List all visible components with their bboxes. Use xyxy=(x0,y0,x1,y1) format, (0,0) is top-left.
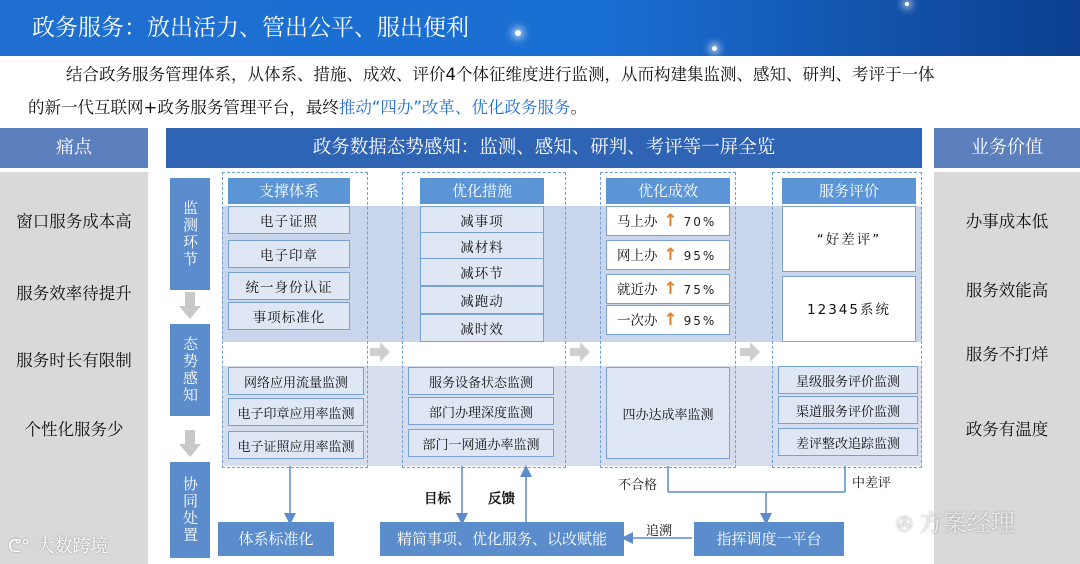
up-arrow-icon: ↑ xyxy=(657,310,684,330)
business-value-title: 业务价值 xyxy=(934,128,1080,168)
box-command-dispatch: 指挥调度一平台 xyxy=(694,522,844,556)
column-head-measures: 优化措施 xyxy=(420,178,544,204)
box-system-standardization: 体系标准化 xyxy=(218,522,334,556)
support-item: 电子印章 xyxy=(228,240,350,268)
monitor-item: 四办达成率监测 xyxy=(606,367,730,459)
evaluation-item: 12345系统 xyxy=(782,276,916,342)
pain-point-item: 个性化服务少 xyxy=(24,420,124,439)
intro-line-1: 结合政务服务管理体系，从体系、措施、成效、评价4个体征维度进行监测，从而构建集监测、感知、研判、考评于一体 xyxy=(66,65,935,84)
column-head-evaluation: 服务评价 xyxy=(782,178,916,204)
pain-point-item: 窗口服务成本高 xyxy=(16,212,132,231)
result-percent: 95% xyxy=(683,314,717,328)
center-title: 政务数据态势感知：监测、感知、研判、考评等一屏全览 xyxy=(166,128,922,168)
intro-line-2 xyxy=(28,98,587,118)
pain-point-item: 服务时长有限制 xyxy=(16,351,132,370)
support-item: 电子证照 xyxy=(228,206,350,234)
page-title: 政务服务：放出活力、管出公平、服出便利 xyxy=(32,15,469,41)
sparkle-decoration xyxy=(712,46,717,51)
result-label: 马上办 xyxy=(617,214,658,230)
result-item xyxy=(606,206,730,236)
result-percent: 75% xyxy=(683,283,717,297)
label-fail: 不合格 xyxy=(618,478,658,493)
business-value-item: 服务不打烊 xyxy=(965,345,1049,364)
measure-item: 减跑动 xyxy=(420,286,544,314)
watermark-logo-icon: ᕦ° xyxy=(8,536,31,557)
stage-coordination-label: 协同处置 xyxy=(181,476,199,544)
wechat-icon: ✇ xyxy=(896,512,913,536)
right-arrow-icon xyxy=(570,342,590,362)
result-item xyxy=(606,274,730,304)
stage-monitor xyxy=(170,178,210,290)
result-label: 就近办 xyxy=(617,282,658,298)
right-arrow-icon xyxy=(370,342,390,362)
monitor-item: 服务设备状态监测 xyxy=(408,367,554,395)
column-head-results: 优化成效 xyxy=(606,178,730,204)
watermark-left xyxy=(8,532,109,558)
monitor-item: 电子证照应用率监测 xyxy=(228,431,364,459)
measure-item: 减材料 xyxy=(420,232,544,260)
result-percent: 95% xyxy=(683,249,717,263)
measure-item: 减环节 xyxy=(420,258,544,286)
monitor-item: 网络应用流量监测 xyxy=(228,367,364,395)
result-label: 一次办 xyxy=(617,313,658,329)
watermark-left-text: 大数跨境 xyxy=(36,536,109,557)
label-feedback: 反馈 xyxy=(488,491,515,507)
pain-point-item: 服务效率待提升 xyxy=(16,284,132,303)
column-head-support: 支撑体系 xyxy=(228,178,350,204)
pain-points-title: 痛点 xyxy=(0,128,148,168)
label-target: 目标 xyxy=(424,491,451,507)
stage-perception xyxy=(170,324,210,416)
intro-line-2-prefix: 的新一代互联网+政务服务管理平台，最终 xyxy=(28,98,339,117)
monitor-item: 渠道服务评价监测 xyxy=(778,396,918,424)
support-item: 事项标准化 xyxy=(228,302,350,330)
evaluation-item: “好差评” xyxy=(782,206,916,272)
label-bad-review: 中差评 xyxy=(852,476,892,491)
business-value-item: 办事成本低 xyxy=(965,212,1049,231)
result-item xyxy=(606,240,730,270)
monitor-item: 差评整改追踪监测 xyxy=(778,428,918,456)
stage-perception-label: 态势感知 xyxy=(181,336,199,404)
monitor-item: 部门办理深度监测 xyxy=(408,397,554,425)
monitor-item: 电子印章应用率监测 xyxy=(228,398,364,426)
up-arrow-icon: ↑ xyxy=(657,211,684,231)
up-arrow-icon: ↑ xyxy=(657,245,684,265)
business-value-item: 服务效能高 xyxy=(965,281,1049,300)
sparkle-decoration xyxy=(515,30,521,36)
down-arrow-icon xyxy=(178,292,202,320)
result-item xyxy=(606,305,730,335)
watermark-right xyxy=(896,503,1015,538)
label-trace: 追溯 xyxy=(646,524,673,539)
watermark-right-text: 方案经理 xyxy=(919,509,1016,537)
result-percent: 70% xyxy=(683,215,717,229)
up-arrow-icon: ↑ xyxy=(657,279,684,299)
measure-item: 减事项 xyxy=(420,206,544,234)
monitor-item: 星级服务评价监测 xyxy=(778,366,918,394)
measure-item: 减时效 xyxy=(420,314,544,342)
down-arrow-icon xyxy=(178,430,202,458)
intro-highlight: 推动“四办”改革、优化政务服务 xyxy=(338,98,571,117)
right-arrow-icon xyxy=(740,342,760,362)
intro-line-2-suffix: 。 xyxy=(570,98,587,117)
monitor-item: 部门一网通办率监测 xyxy=(408,429,554,457)
box-streamline-services: 精简事项、优化服务、以改赋能 xyxy=(380,522,624,556)
stage-monitor-label: 监测环节 xyxy=(181,200,199,268)
result-label: 网上办 xyxy=(617,248,658,264)
business-value-item: 政务有温度 xyxy=(965,420,1049,439)
sparkle-decoration xyxy=(905,2,909,6)
support-item: 统一身份认证 xyxy=(228,272,350,300)
